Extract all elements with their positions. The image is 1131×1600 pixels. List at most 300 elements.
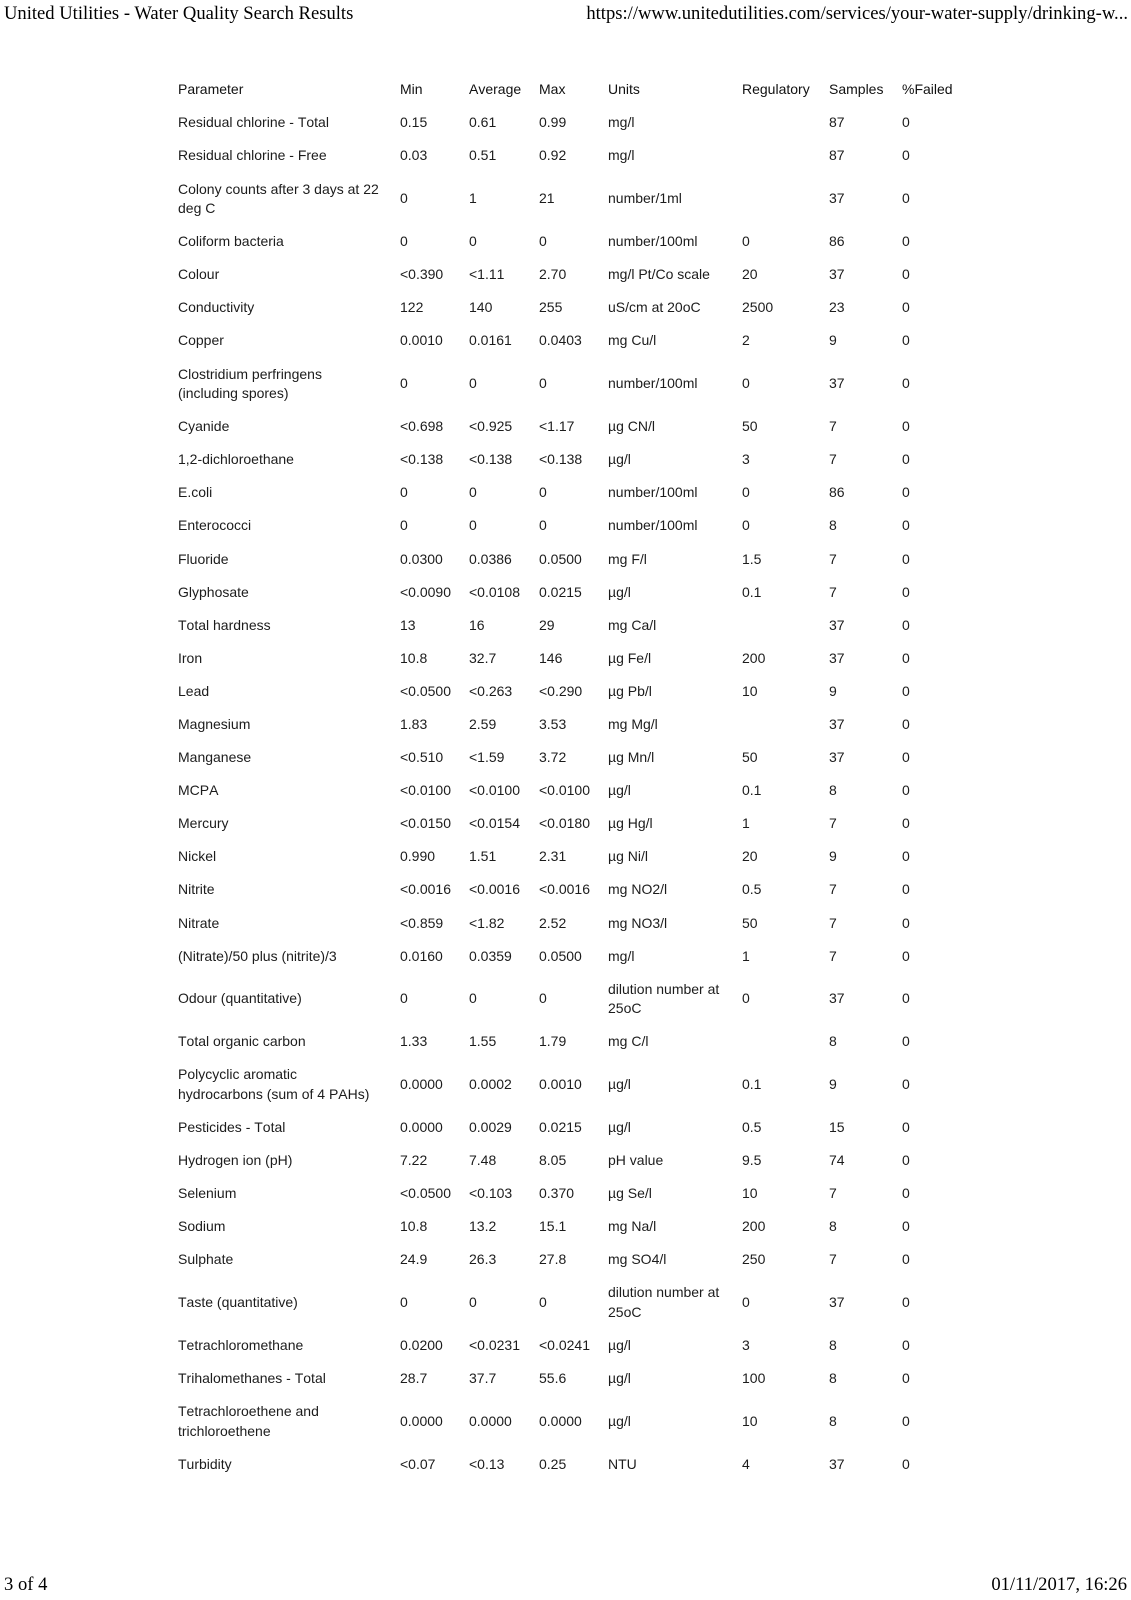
cell-percent-failed: 0 [902, 649, 910, 666]
cell-regulatory: 9.5 [742, 1152, 762, 1169]
cell-samples: 7 [829, 451, 837, 468]
cell-samples: 8 [829, 1033, 837, 1050]
cell-min: 1.83 [400, 715, 428, 732]
cell-percent-failed: 0 [902, 418, 910, 435]
cell-average: 13.2 [469, 1218, 497, 1235]
cell-regulatory: 250 [742, 1251, 766, 1268]
cell-samples: 7 [829, 1251, 837, 1268]
table-row [170, 741, 962, 774]
cell-average: 0 [469, 517, 477, 534]
cell-average: 0.61 [469, 114, 497, 131]
cell-average: <0.263 [469, 682, 513, 699]
cell-percent-failed: 0 [902, 550, 910, 567]
cell-average: <0.13 [469, 1455, 505, 1472]
cell-regulatory: 200 [742, 649, 766, 666]
cell-min: 10.8 [400, 649, 428, 666]
cell-units: mg SO4/l [608, 1251, 667, 1268]
cell-average: <1.59 [469, 749, 505, 766]
cell-units: mg Cu/l [608, 332, 657, 349]
cell-average: 1.55 [469, 1033, 497, 1050]
cell-parameter: Total hardness [178, 616, 271, 633]
cell-percent-failed: 0 [902, 1076, 910, 1093]
cell-max: 3.53 [539, 715, 567, 732]
cell-parameter: Clostridium perfringens (including spores) [178, 365, 322, 402]
cell-units: number/100ml [608, 233, 698, 250]
cell-parameter: Polycyclic aromatic hydrocarbons (sum of 4 PAHs) [178, 1066, 370, 1102]
cell-min: 0.0000 [400, 1119, 443, 1136]
cell-units: µg Se/l [608, 1185, 652, 1202]
cell-regulatory: 3 [742, 1337, 750, 1354]
cell-max: <0.0241 [539, 1337, 590, 1354]
cell-percent-failed: 0 [902, 914, 910, 931]
table-row [170, 140, 962, 173]
cell-max: 0.92 [539, 147, 567, 164]
cell-samples: 37 [829, 1294, 845, 1311]
cell-percent-failed: 0 [902, 114, 910, 131]
print-footer-datetime: 01/11/2017, 16:26 [991, 1574, 1127, 1595]
cell-parameter: Manganese [178, 749, 252, 766]
cell-regulatory: 2 [742, 332, 750, 349]
cell-samples: 86 [829, 233, 845, 250]
cell-max: <1.17 [539, 418, 575, 435]
cell-max: 0.99 [539, 114, 567, 131]
cell-units: mg Ca/l [608, 616, 657, 633]
cell-percent-failed: 0 [902, 583, 910, 600]
cell-percent-failed: 0 [902, 451, 910, 468]
cell-samples: 37 [829, 616, 845, 633]
cell-average: 7.48 [469, 1152, 497, 1169]
cell-percent-failed: 0 [902, 233, 910, 250]
cell-samples: 37 [829, 190, 845, 207]
cell-parameter: Conductivity [178, 299, 255, 316]
cell-average: <0.0231 [469, 1337, 520, 1354]
cell-max: 0.0500 [539, 550, 582, 567]
cell-percent-failed: 0 [902, 881, 910, 898]
cell-percent-failed: 0 [902, 517, 910, 534]
cell-min: 122 [400, 299, 424, 316]
table-row [170, 173, 962, 226]
cell-units: number/100ml [608, 517, 698, 534]
cell-parameter: Cyanide [178, 418, 230, 435]
column-header-percent-failed: %Failed [902, 81, 953, 98]
cell-percent-failed: 0 [902, 1033, 910, 1050]
cell-samples: 87 [829, 147, 845, 164]
cell-parameter: Glyphosate [178, 583, 249, 600]
cell-min: 0 [400, 375, 408, 392]
cell-average: 0.0002 [469, 1076, 512, 1093]
cell-min: <0.0090 [400, 583, 451, 600]
cell-regulatory: 20 [742, 266, 758, 283]
cell-units: µg Hg/l [608, 815, 653, 832]
cell-parameter: Residual chlorine - Total [178, 114, 329, 131]
cell-percent-failed: 0 [902, 266, 910, 283]
cell-units: µg CN/l [608, 418, 655, 435]
cell-min: 0 [400, 190, 408, 207]
table-row [170, 1211, 962, 1244]
cell-percent-failed: 0 [902, 1370, 910, 1387]
cell-units: mg/l Pt/Co scale [608, 266, 710, 283]
cell-max: 0 [539, 484, 547, 501]
column-header-average: Average [469, 81, 522, 98]
cell-regulatory [734, 107, 821, 140]
table-header-row [170, 74, 962, 107]
cell-max: 15.1 [539, 1218, 567, 1235]
cell-regulatory: 0.1 [742, 1076, 762, 1093]
cell-max: 29 [539, 616, 555, 633]
cell-min: 0.15 [400, 114, 428, 131]
cell-units: µg/l [608, 583, 631, 600]
cell-units: mg C/l [608, 1033, 649, 1050]
cell-regulatory: 10 [742, 1185, 758, 1202]
column-header-max: Max [539, 81, 566, 98]
cell-min: <0.698 [400, 418, 444, 435]
table-row [170, 258, 962, 291]
cell-average: 26.3 [469, 1251, 497, 1268]
cell-units: µg Mn/l [608, 749, 655, 766]
column-header-parameter: Parameter [178, 81, 244, 98]
cell-average: 0 [469, 375, 477, 392]
cell-parameter: Mercury [178, 815, 229, 832]
cell-samples: 8 [829, 1218, 837, 1235]
cell-units: µg/l [608, 1337, 631, 1354]
cell-parameter: Nitrate [178, 914, 220, 931]
cell-min: <0.0500 [400, 682, 451, 699]
cell-percent-failed: 0 [902, 1413, 910, 1430]
cell-average: 37.7 [469, 1370, 497, 1387]
cell-units: number/1ml [608, 190, 682, 207]
cell-percent-failed: 0 [902, 715, 910, 732]
cell-average: <0.0016 [469, 881, 520, 898]
cell-parameter: Magnesium [178, 715, 251, 732]
cell-max: 0 [539, 1294, 547, 1311]
cell-min: 0.0000 [400, 1413, 443, 1430]
cell-samples: 7 [829, 418, 837, 435]
cell-parameter: Hydrogen ion (pH) [178, 1152, 293, 1169]
cell-min: 0 [400, 1294, 408, 1311]
cell-min: 0.0200 [400, 1337, 443, 1354]
cell-samples: 23 [829, 299, 845, 316]
cell-max: 2.70 [539, 266, 567, 283]
cell-regulatory: 0 [742, 375, 750, 392]
cell-average: 1 [469, 190, 477, 207]
cell-parameter: Fluoride [178, 550, 229, 567]
cell-units: µg/l [608, 782, 631, 799]
cell-units: dilution number at 25oC [608, 1284, 720, 1320]
cell-units: µg/l [608, 1076, 631, 1093]
table-row [170, 358, 962, 411]
table-row [170, 477, 962, 510]
cell-units: µg Fe/l [608, 649, 652, 666]
cell-parameter: Pesticides - Total [178, 1119, 286, 1136]
cell-samples: 74 [829, 1152, 845, 1169]
table-row [170, 675, 962, 708]
table-row [170, 1059, 962, 1112]
table-row [170, 292, 962, 325]
cell-max: 0.0500 [539, 947, 582, 964]
cell-parameter: MCPA [178, 782, 219, 799]
table-row [170, 225, 962, 258]
cell-samples: 86 [829, 484, 845, 501]
cell-parameter: Tetrachloroethene and trichloroethene [178, 1403, 319, 1439]
cell-samples: 7 [829, 881, 837, 898]
table-row [170, 1362, 962, 1395]
cell-samples: 9 [829, 848, 837, 865]
cell-samples: 37 [829, 649, 845, 666]
cell-min: 0 [400, 233, 408, 250]
table-row [170, 940, 962, 973]
cell-min: 1.33 [400, 1033, 428, 1050]
table-row [170, 325, 962, 358]
cell-percent-failed: 0 [902, 1251, 910, 1268]
cell-samples: 7 [829, 583, 837, 600]
cell-max: 1.79 [539, 1033, 567, 1050]
cell-average: 16 [469, 616, 485, 633]
cell-samples: 9 [829, 1076, 837, 1093]
cell-min: <0.0016 [400, 881, 451, 898]
cell-max: 0.0000 [539, 1413, 582, 1430]
cell-units: NTU [608, 1455, 637, 1472]
cell-average: <0.925 [469, 418, 513, 435]
cell-max: 0.0215 [539, 1119, 582, 1136]
cell-percent-failed: 0 [902, 1294, 910, 1311]
cell-units: µg/l [608, 451, 631, 468]
cell-min: 7.22 [400, 1152, 428, 1169]
cell-units: µg Pb/l [608, 682, 652, 699]
cell-min: 0 [400, 517, 408, 534]
cell-average: <1.11 [469, 266, 505, 283]
cell-parameter: Sodium [178, 1218, 226, 1235]
cell-average: 0 [469, 990, 477, 1007]
cell-average: <0.138 [469, 451, 513, 468]
cell-average: 0.0029 [469, 1119, 512, 1136]
cell-units: pH value [608, 1152, 664, 1169]
cell-percent-failed: 0 [902, 848, 910, 865]
cell-regulatory: 50 [742, 914, 758, 931]
cell-min: <0.0150 [400, 815, 451, 832]
cell-percent-failed: 0 [902, 947, 910, 964]
cell-max: 55.6 [539, 1370, 567, 1387]
cell-average: 0.51 [469, 147, 497, 164]
cell-samples: 15 [829, 1119, 845, 1136]
cell-max: 0 [539, 990, 547, 1007]
cell-average: 0 [469, 233, 477, 250]
cell-samples: 8 [829, 1337, 837, 1354]
cell-average: <0.0100 [469, 782, 520, 799]
table-row [170, 807, 962, 840]
cell-percent-failed: 0 [902, 299, 910, 316]
cell-max: 0 [539, 233, 547, 250]
cell-samples: 37 [829, 375, 845, 392]
table-row [170, 510, 962, 543]
cell-samples: 37 [829, 266, 845, 283]
cell-max: 0 [539, 375, 547, 392]
cell-max: <0.138 [539, 451, 583, 468]
cell-regulatory: 0.1 [742, 583, 762, 600]
cell-max: 0.25 [539, 1455, 567, 1472]
cell-average: 0.0359 [469, 947, 512, 964]
cell-parameter: (Nitrate)/50 plus (nitrite)/3 [178, 947, 337, 964]
cell-percent-failed: 0 [902, 190, 910, 207]
cell-percent-failed: 0 [902, 1218, 910, 1235]
cell-samples: 8 [829, 782, 837, 799]
cell-max: 0.370 [539, 1185, 575, 1202]
cell-min: <0.510 [400, 749, 444, 766]
table-row [170, 708, 962, 741]
cell-parameter: Taste (quantitative) [178, 1294, 298, 1311]
cell-average: 2.59 [469, 715, 497, 732]
cell-min: 10.8 [400, 1218, 428, 1235]
cell-percent-failed: 0 [902, 1152, 910, 1169]
cell-units: µg/l [608, 1370, 631, 1387]
cell-regulatory: 0 [742, 1294, 750, 1311]
cell-regulatory: 10 [742, 682, 758, 699]
cell-min: <0.390 [400, 266, 444, 283]
cell-percent-failed: 0 [902, 749, 910, 766]
print-header-url: https://www.unitedutilities.com/services/your-water-supply/drinking-w... [586, 3, 1128, 24]
cell-samples: 37 [829, 749, 845, 766]
cell-regulatory: 4 [742, 1455, 750, 1472]
cell-percent-failed: 0 [902, 484, 910, 501]
cell-samples: 37 [829, 715, 845, 732]
cell-parameter: Coliform bacteria [178, 233, 284, 250]
cell-max: 3.72 [539, 749, 567, 766]
cell-min: 0.0000 [400, 1076, 443, 1093]
table-row [170, 1144, 962, 1177]
cell-parameter: E.coli [178, 484, 213, 501]
cell-average: <0.0154 [469, 815, 520, 832]
column-header-samples: Samples [829, 81, 884, 98]
table-row [170, 1277, 962, 1330]
cell-regulatory: 50 [742, 418, 758, 435]
cell-units: uS/cm at 20oC [608, 299, 701, 316]
cell-min: 0.990 [400, 848, 436, 865]
table-row [170, 1177, 962, 1210]
table-row [170, 1026, 962, 1059]
cell-regulatory [734, 609, 821, 642]
cell-average: <0.103 [469, 1185, 513, 1202]
table-row [170, 973, 962, 1026]
table-row [170, 1244, 962, 1277]
cell-regulatory: 200 [742, 1218, 766, 1235]
cell-average: <0.0108 [469, 583, 520, 600]
cell-average: 0 [469, 1294, 477, 1311]
cell-units: mg NO2/l [608, 881, 668, 898]
cell-parameter: Copper [178, 332, 224, 349]
cell-max: 2.52 [539, 914, 567, 931]
table-row [170, 1111, 962, 1144]
cell-parameter: Residual chlorine - Free [178, 147, 327, 164]
column-header-units: Units [608, 81, 640, 98]
cell-average: <1.82 [469, 914, 505, 931]
cell-samples: 87 [829, 114, 845, 131]
cell-regulatory: 0.5 [742, 1119, 762, 1136]
cell-units: number/100ml [608, 375, 698, 392]
cell-regulatory: 50 [742, 749, 758, 766]
cell-parameter: Nitrite [178, 881, 215, 898]
cell-min: <0.859 [400, 914, 444, 931]
cell-parameter: Trihalomethanes - Total [178, 1370, 326, 1387]
table-row [170, 1329, 962, 1362]
cell-min: <0.138 [400, 451, 444, 468]
cell-percent-failed: 0 [902, 782, 910, 799]
table-row [170, 1395, 962, 1448]
cell-samples: 8 [829, 1413, 837, 1430]
cell-max: 0 [539, 517, 547, 534]
cell-regulatory: 1 [742, 947, 750, 964]
cell-units: µg/l [608, 1413, 631, 1430]
cell-parameter: 1,2-dichloroethane [178, 451, 294, 468]
cell-max: 2.31 [539, 848, 567, 865]
cell-min: 0.0300 [400, 550, 443, 567]
cell-percent-failed: 0 [902, 375, 910, 392]
cell-max: 21 [539, 190, 555, 207]
cell-regulatory: 0 [742, 990, 750, 1007]
cell-max: <0.0100 [539, 782, 590, 799]
cell-units: mg Mg/l [608, 715, 658, 732]
cell-regulatory [734, 173, 821, 226]
cell-average: 32.7 [469, 649, 497, 666]
cell-percent-failed: 0 [902, 1119, 910, 1136]
cell-regulatory: 0 [742, 233, 750, 250]
cell-average: 0.0161 [469, 332, 512, 349]
cell-regulatory: 1.5 [742, 550, 762, 567]
cell-samples: 37 [829, 990, 845, 1007]
cell-regulatory [734, 708, 821, 741]
cell-parameter: Turbidity [178, 1455, 232, 1472]
cell-regulatory: 3 [742, 451, 750, 468]
cell-units: mg NO3/l [608, 914, 668, 931]
column-header-regulatory: Regulatory [742, 81, 810, 98]
table-row [170, 107, 962, 140]
cell-max: <0.0016 [539, 881, 590, 898]
cell-parameter: Lead [178, 682, 210, 699]
cell-min: 24.9 [400, 1251, 428, 1268]
cell-min: <0.07 [400, 1455, 436, 1472]
cell-percent-failed: 0 [902, 682, 910, 699]
print-footer-page-number: 3 of 4 [4, 1574, 48, 1595]
cell-samples: 7 [829, 550, 837, 567]
cell-samples: 9 [829, 682, 837, 699]
cell-min: 0.0010 [400, 332, 443, 349]
cell-percent-failed: 0 [902, 990, 910, 1007]
cell-regulatory: 100 [742, 1370, 766, 1387]
cell-units: mg/l [608, 947, 635, 964]
cell-percent-failed: 0 [902, 147, 910, 164]
cell-max: 0.0010 [539, 1076, 582, 1093]
cell-max: <0.290 [539, 682, 583, 699]
cell-average: 1.51 [469, 848, 497, 865]
table-row [170, 443, 962, 476]
cell-samples: 7 [829, 1185, 837, 1202]
cell-average: 0 [469, 484, 477, 501]
table-row [170, 410, 962, 443]
cell-units: mg/l [608, 147, 635, 164]
cell-min: 0 [400, 990, 408, 1007]
cell-min: 0.03 [400, 147, 428, 164]
cell-samples: 7 [829, 947, 837, 964]
table-row [170, 1448, 962, 1481]
cell-units: mg/l [608, 114, 635, 131]
cell-parameter: Colour [178, 266, 220, 283]
cell-max: 0.0403 [539, 332, 582, 349]
cell-regulatory [734, 1026, 821, 1059]
cell-percent-failed: 0 [902, 1337, 910, 1354]
cell-regulatory: 10 [742, 1413, 758, 1430]
cell-percent-failed: 0 [902, 1455, 910, 1472]
cell-min: <0.0100 [400, 782, 451, 799]
table-row [170, 907, 962, 940]
cell-units: mg Na/l [608, 1218, 657, 1235]
